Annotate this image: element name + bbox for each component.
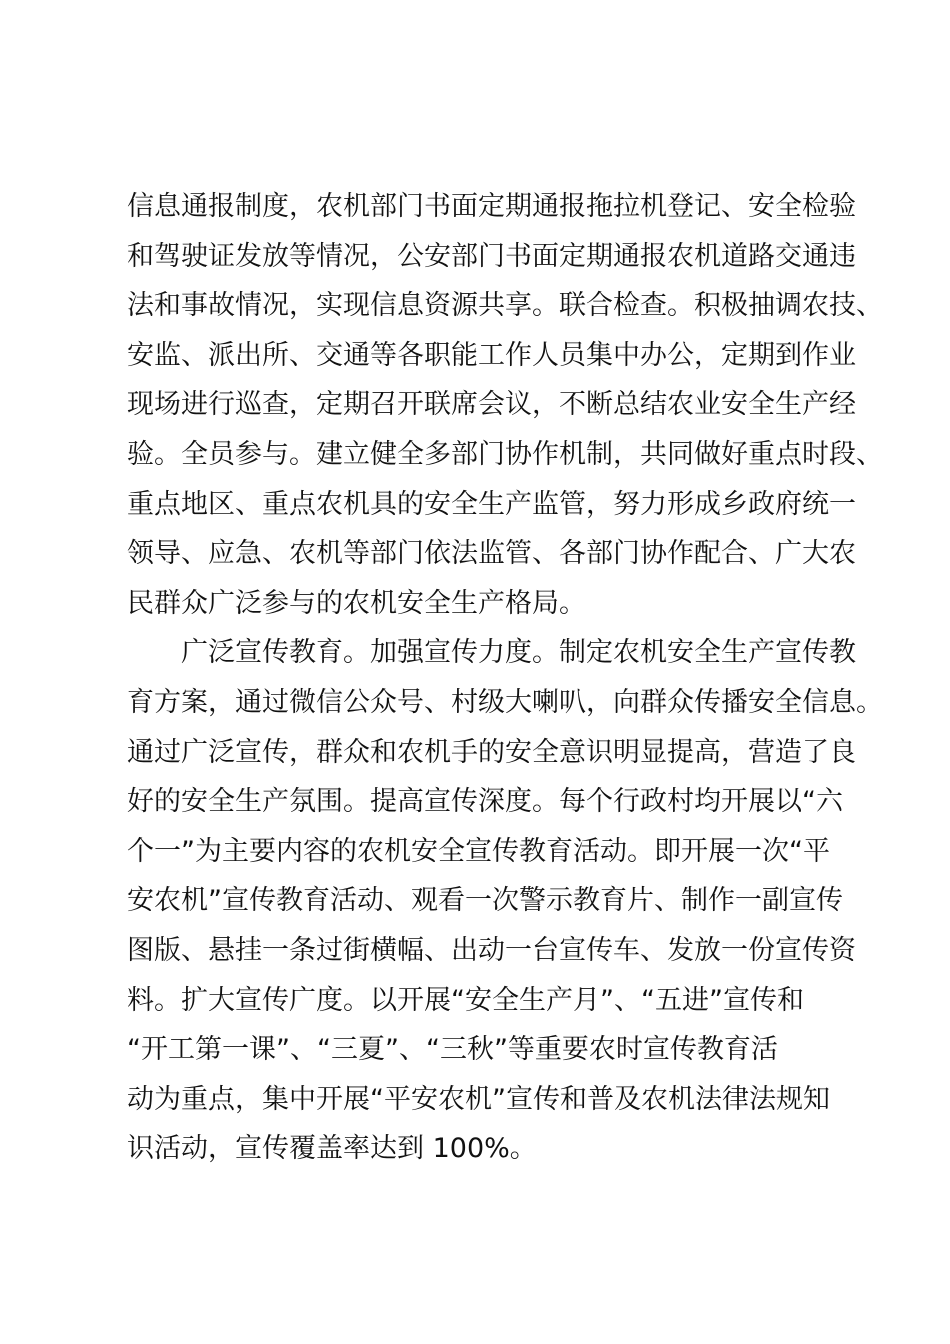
paragraph-1 [127, 182, 883, 628]
text-line: 领导、应急、农机等部门依法监管、各部门协作配合、广大农 [127, 538, 856, 570]
text-line: “开工第一课”、“三夏”、“三秋”等重要农时宣传教育活 [127, 1034, 778, 1066]
text-line-first: 广泛宣传教育。加强宣传力度。制定农机安全生产宣传教 [181, 637, 856, 669]
text-line: 民群众广泛参与的农机安全生产格局。 [127, 587, 586, 619]
text-line: 图版、悬挂一条过街横幅、出动一台宣传车、发放一份宣传资 [127, 934, 856, 966]
text-line: 重点地区、重点农机具的安全生产监管，努力形成乡政府统一 [127, 488, 856, 520]
text-line: 信息通报制度，农机部门书面定期通报拖拉机登记、安全检验 [127, 191, 856, 222]
paragraph-2 [127, 628, 883, 1174]
text-line: 好的安全生产氛围。提高宣传深度。每个行政村均开展以“六 [127, 786, 843, 818]
text-line: 育方案，通过微信公众号、村级大喇叭，向群众传播安全信息。 [127, 686, 883, 718]
text-line: 动为重点，集中开展“平安农机”宣传和普及农机法律法规知 [127, 1083, 830, 1115]
text-line: 现场进行巡查，定期召开联席会议，不断总结农业安全生产经 [127, 389, 856, 421]
text-line: 法和事故情况，实现信息资源共享。联合检查。积极抽调农技、 [127, 290, 883, 322]
text-line: 和驾驶证发放等情况，公安部门书面定期通报农机道路交通违 [127, 240, 856, 272]
text-line: 个一”为主要内容的农机安全宣传教育活动。即开展一次“平 [127, 835, 830, 867]
text-line: 安监、派出所、交通等各职能工作人员集中办公，定期到作业 [127, 339, 856, 371]
body-text [127, 182, 883, 1174]
text-line: 通过广泛宣传，群众和农机手的安全意识明显提高，营造了良 [127, 736, 856, 768]
text-line: 安农机”宣传教育活动、观看一次警示教育片、制作一副宣传 [127, 885, 843, 917]
text-line: 识活动，宣传覆盖率达到 100%。 [127, 1133, 537, 1165]
text-line: 料。扩大宣传广度。以开展“安全生产月”、“五进”宣传和 [127, 984, 804, 1016]
text-line: 验。全员参与。建立健全多部门协作机制，共同做好重点时段、 [127, 438, 883, 470]
